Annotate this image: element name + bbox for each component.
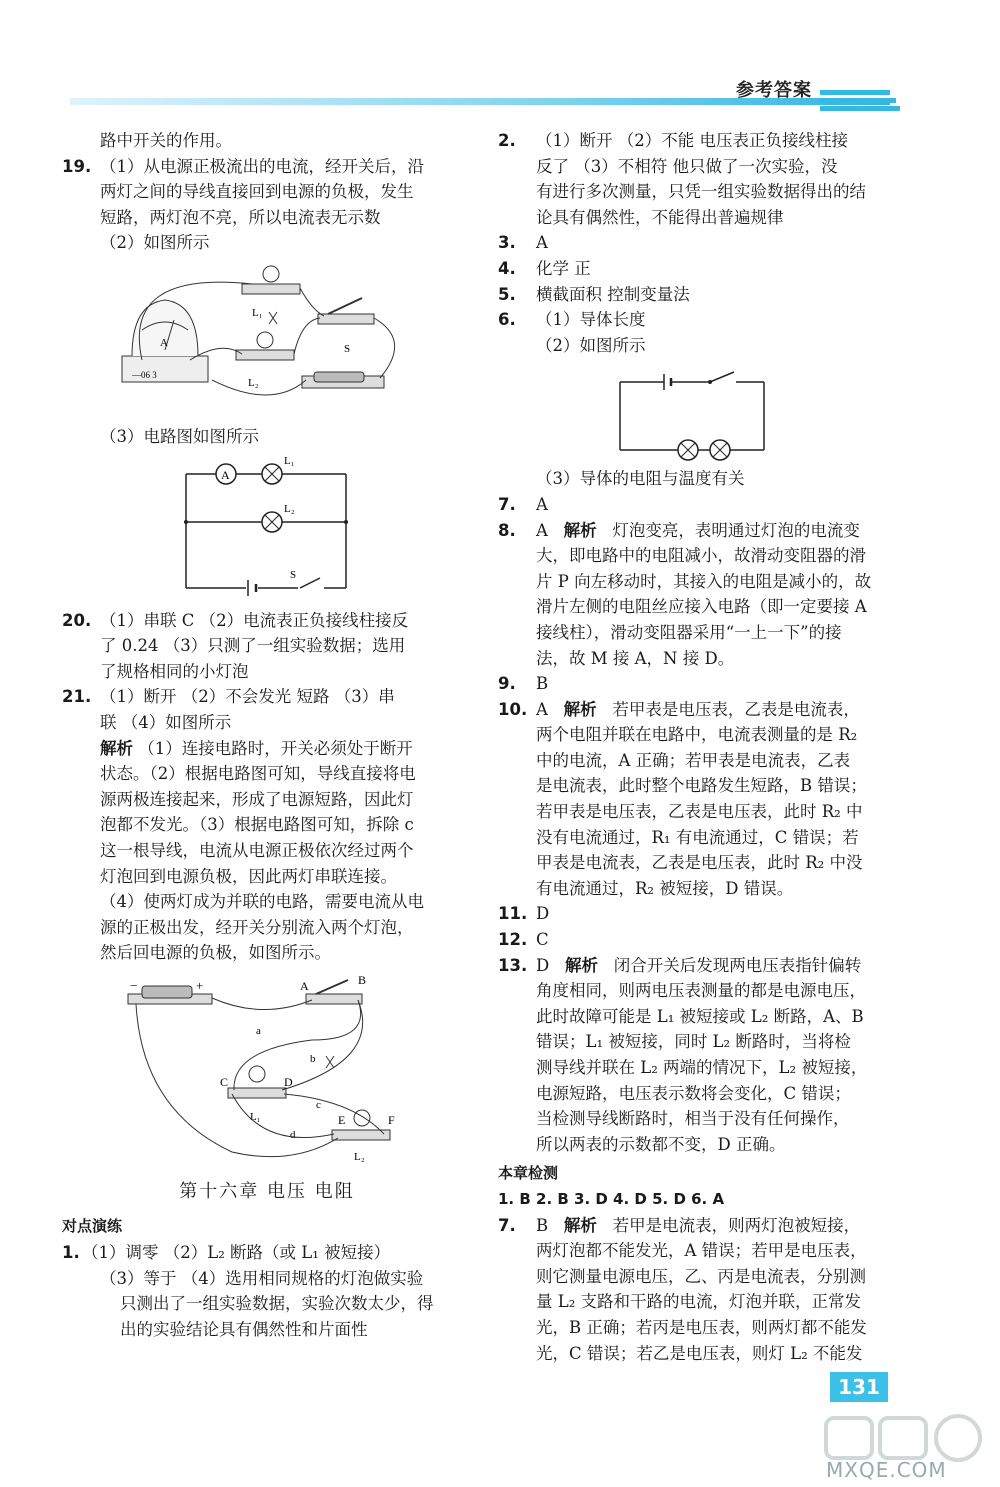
text-line: 错误；L₁ 被短接，同时 L₂ 断路时，当将检 (536, 1032, 851, 1052)
text-line: 滑片左侧的电阻丝应接入电路（即一定要接 A (536, 597, 867, 617)
terminal-a: A (300, 978, 309, 993)
right-column (498, 128, 898, 1366)
question-19 (62, 154, 472, 256)
text-line: （1）断开 （2）不会发光 短路 （3）串 (100, 687, 395, 707)
text-line: 有电流通过，R₂ 被短接，D 错误。 (536, 878, 794, 898)
question-2 (498, 128, 898, 230)
question-number: 10. (498, 699, 528, 719)
text-line (100, 736, 472, 762)
text-line: A (536, 494, 548, 514)
text-line: 两灯之间的导线直接回到电源的负极，发生 (100, 182, 414, 202)
text-line: 若甲表是电压表，乙表是电压表，此时 R₂ 中 (536, 802, 863, 822)
wire-c: c (316, 1098, 321, 1111)
ammeter-scale: —06 3 (132, 369, 157, 380)
text-line: 中的电流，A 正确；若甲表是电流表，乙表 (536, 750, 851, 770)
question-13 (498, 953, 898, 1158)
bulb-label-l1: L₁ (252, 306, 263, 319)
text-line: 化学 正 (536, 258, 591, 278)
text-line: 则它测量电源电压，乙、丙是电流表，分别测 (536, 1266, 866, 1286)
lamp-label-l2: L₂ (284, 502, 295, 515)
analysis-label: 解析 (100, 738, 133, 758)
question-1 (62, 1240, 472, 1342)
question-10 (498, 697, 898, 902)
text-line: 有进行多次测量，只凭一组实验数据得出的结 (536, 182, 866, 202)
circuit-figure-physical (62, 260, 472, 420)
circuit-figure-schematic (62, 454, 472, 604)
text-line: 横截面积 控制变量法 (536, 284, 690, 304)
question-number: 8. (498, 520, 516, 540)
answer-list: 1. B 2. B 3. D 4. D 5. D 6. A (498, 1189, 725, 1208)
text-line (536, 1213, 898, 1239)
question-5 (498, 282, 898, 308)
ammeter-label: A (160, 336, 168, 349)
circuit-figure-series (498, 362, 898, 462)
text-line: 源的正极出发，经开关分别流入两个灯泡， (100, 917, 414, 937)
terminal-d: D (284, 1074, 293, 1089)
question-number: 9. (498, 674, 516, 694)
section-title: 对点演练 (62, 1217, 123, 1236)
wire-d: d (290, 1128, 296, 1141)
question-7 (498, 492, 898, 518)
bulb-fig-l1: L₁ (250, 1110, 261, 1123)
question-6 (498, 307, 898, 358)
text-span: 闭合开关后发现两电压表指针偏转 (613, 955, 862, 975)
text-line: 是电流表，此时整个电路发生短路，B 错误； (536, 776, 867, 796)
left-column (62, 128, 472, 1342)
text-line: 这一根导线，电流从电源正极依次经过两个 (100, 840, 414, 860)
wire-b: b (310, 1052, 316, 1065)
text-line: 甲表是电流表，乙表是电压表，此时 R₂ 中没 (536, 853, 863, 873)
answer-letter: D (536, 955, 550, 975)
bulb-label-l2: L₂ (248, 376, 259, 389)
question-number: 7. (498, 1215, 516, 1235)
question-4 (498, 256, 898, 282)
text-line: 两个电阻并联在电路中，电流表测量的是 R₂ (536, 725, 858, 745)
text-line: 法，故 M 接 A，N 接 D。 (536, 648, 735, 668)
text-line (536, 518, 898, 544)
text-line: 接线柱），滑动变阻器采用“一上一下”的接 (536, 622, 842, 642)
question-number: 21. (62, 687, 92, 707)
text-line: （1）从电源正极流出的电流，经开关后，沿 (100, 156, 424, 176)
text-line: 论具有偶然性，不能得出普遍规律 (536, 207, 784, 227)
watermark-text: MXQE.COM (826, 1458, 947, 1482)
switch-label: S (344, 342, 351, 355)
question-20 (62, 608, 472, 685)
ammeter-symbol-label: A (221, 467, 230, 482)
question-number: 19. (62, 156, 92, 176)
text-line: 状态。（2）根据电路图可知，导线直接将电 (100, 764, 416, 784)
text-line: 角度相同，则两电压表测量的都是电源电压， (536, 981, 866, 1001)
analysis-label: 解析 (564, 955, 598, 975)
series-schematic (498, 362, 898, 462)
text-line: D (536, 904, 550, 924)
text-line: 短路，两灯泡不亮，所以电流表无示数 (100, 207, 381, 227)
answer-letter: A (536, 520, 548, 540)
text-line: A (536, 233, 548, 253)
question-11 (498, 901, 898, 927)
terminal-c: C (220, 1074, 229, 1089)
text-line: 源两极连接起来，形成了电源短路，因此灯 (100, 789, 414, 809)
answer-letter: B (536, 1215, 549, 1235)
wire-a: a (256, 1024, 261, 1037)
text-line: 片 P 向左移动时，其接入的电阻是减小的，故 (536, 571, 872, 591)
text-line: 测导线并联在 L₂ 两端的情况下，L₂ 被短接， (536, 1058, 868, 1077)
question-number: 12. (498, 930, 528, 950)
text-line: 了规格相同的小灯泡 (100, 661, 249, 681)
text-line: 此时故障可能是 L₁ 被短接或 L₂ 断路，A、B (536, 1006, 864, 1026)
text-line (536, 953, 898, 979)
analysis-label: 解析 (563, 520, 597, 540)
schematic-drawing (62, 454, 472, 604)
text-line: 当检测导线断路时，相当于没有任何操作， (536, 1109, 850, 1129)
circuit-figure-parallel (62, 970, 472, 1175)
text-line: 两灯泡都不能发光，A 错误；若甲是电压表， (536, 1241, 867, 1261)
lamp-label-l1: L₁ (284, 454, 295, 467)
text-line: 反了 （3）不相符 他只做了一次实验，没 (536, 156, 838, 176)
question-7-chapter-test (498, 1213, 898, 1367)
text-line: 然后回电源的负极，如图所示。 (100, 943, 331, 963)
text-line: 联 （4）如图所示 (100, 712, 232, 732)
text-line: C (536, 930, 549, 950)
question-21 (62, 684, 472, 966)
text-span: （1）连接电路时，开关必须处于断开 (133, 738, 413, 758)
section-title: 本章检测 (498, 1164, 559, 1183)
text-line: （2）如图所示 (100, 233, 210, 253)
parallel-circuit-drawing (62, 970, 472, 1175)
text-line: 泡都不发光。（3）根据电路图可知，拆除 c (100, 815, 414, 835)
text-line: （1）断开 （2）不能 电压表正负接线柱接 (536, 131, 848, 150)
text-line: 路中开关的作用。 (100, 131, 232, 150)
header-title: 参考答案 (736, 80, 812, 101)
switch-symbol-label: S (290, 568, 297, 581)
text-line: 所以两表的示数都不变，D 正确。 (536, 1134, 786, 1154)
answer-letter: A (536, 699, 548, 719)
text-line: （1）串联 C （2）电流表正负接线柱接反 (100, 610, 409, 630)
chapter-title: 第十六章 电压 电阻 (179, 1180, 355, 1202)
question-9 (498, 671, 898, 697)
text-span: 若甲表是电压表，乙表是电流表， (612, 699, 860, 719)
text-line: 电源短路，电压表示数将会变化，C 错误； (536, 1083, 851, 1103)
question-number: 7. (498, 494, 516, 514)
analysis-label: 解析 (563, 1215, 597, 1235)
battery-plus: + (196, 977, 204, 993)
text-line: 大，即电路中的电阻减小，故滑动变阻器的滑 (536, 546, 866, 566)
bulb-fig-l2: L₂ (354, 1150, 365, 1163)
header-stripes (820, 86, 900, 114)
text-line: （3）导体的电阻与温度有关 (536, 469, 745, 489)
text-line: （3）等于 （4）选用相同规格的灯泡做实验 (100, 1268, 424, 1288)
text-line: （4）使两灯成为并联的电路，需要电流从电 (100, 892, 424, 912)
battery-minus: − (130, 977, 138, 993)
circuit-drawing (62, 260, 472, 420)
text-line (536, 697, 898, 723)
text-line: （1）导体长度 (536, 310, 646, 330)
question-number: 13. (498, 955, 528, 975)
text-line: 量 L₂ 支路和干路的电流，灯泡并联，正常发 (536, 1292, 862, 1312)
text-line: 光，B 正确；若丙是电压表，则两灯都不能发 (536, 1317, 867, 1337)
question-number: 3. (498, 233, 516, 253)
question-12 (498, 927, 898, 953)
terminal-f: F (388, 1112, 395, 1127)
text-line: （2）如图所示 (536, 335, 646, 355)
question-number: 6. (498, 310, 516, 330)
page-number: 131 (830, 1372, 888, 1402)
question-number: 2. (498, 131, 516, 150)
question-3 (498, 230, 898, 256)
text-span: 灯泡变亮，表明通过灯泡的电流变 (612, 520, 860, 540)
question-number: 20. (62, 610, 92, 630)
terminal-e: E (338, 1112, 346, 1127)
question-number: 11. (498, 904, 528, 924)
question-number: 1. (62, 1243, 80, 1263)
question-8 (498, 518, 898, 672)
text-line: 了 0.24 （3）只测了一组实验数据；选用 (100, 636, 406, 656)
text-span: 若甲是电流表，则两灯泡被短接， (612, 1215, 861, 1235)
terminal-b: B (358, 972, 367, 987)
text-line: 灯泡回到电源负极，因此两灯串联连接。 (100, 866, 397, 886)
text-line: 光，C 错误；若乙是电压表，则灯 L₂ 不能发 (536, 1343, 863, 1363)
analysis-label: 解析 (563, 699, 597, 719)
text-line: 出的实验结论具有偶然性和片面性 (120, 1319, 368, 1339)
text-line: 没有电流通过，R₁ 有电流通过，C 错误；若 (536, 827, 859, 847)
question-number: 5. (498, 284, 516, 304)
text-line: （1）调零 （2）L₂ 断路（或 L₁ 被短接） (82, 1243, 391, 1263)
text-line: （3）电路图如图所示 (100, 426, 259, 446)
question-number: 4. (498, 258, 516, 278)
text-line: 只测出了一组实验数据，实验次数太少，得 (120, 1294, 434, 1314)
text-line: B (536, 674, 549, 694)
